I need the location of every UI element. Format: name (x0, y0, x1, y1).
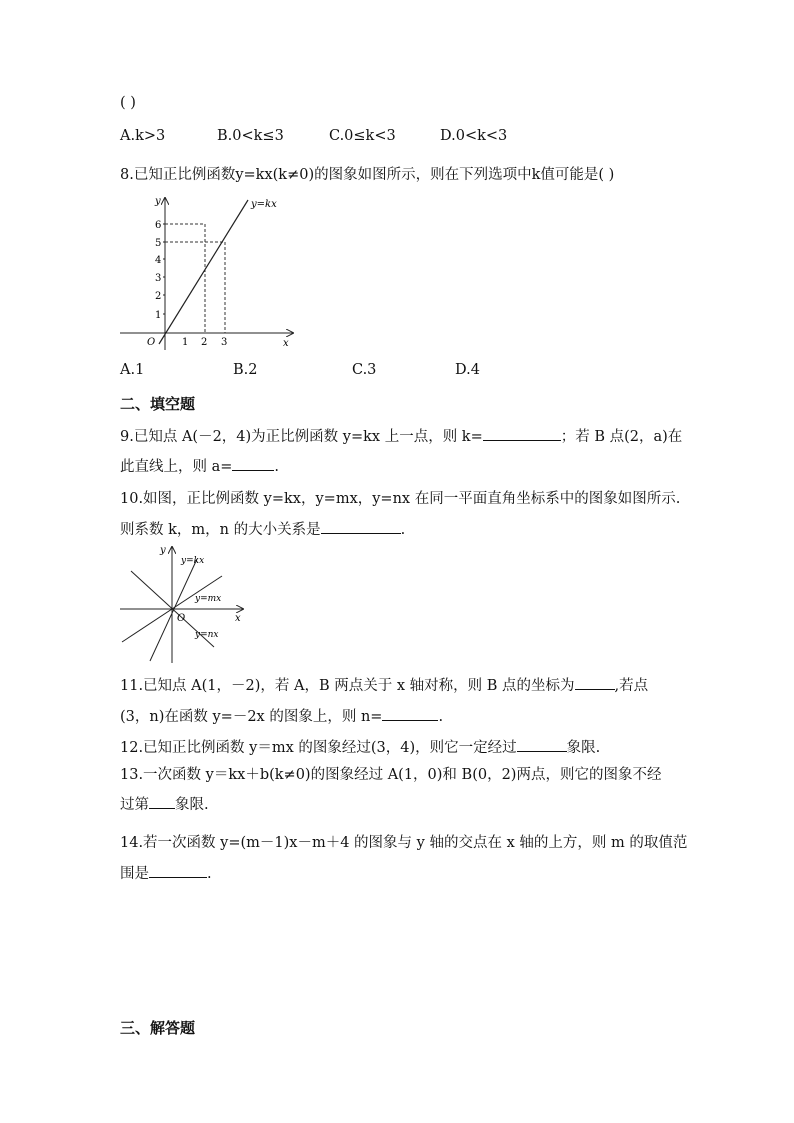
q11-text-1b: ,若点 (614, 678, 649, 694)
q9-line-1 (120, 425, 682, 446)
q9-text-2b: . (274, 459, 280, 475)
q11-answer-blank-b[interactable] (575, 675, 615, 690)
q9-line-2 (120, 455, 279, 476)
q7-option-c: C.0≤k<3 (329, 128, 396, 144)
q7-option-d: D.0<k<3 (440, 128, 508, 144)
q12-text-b: 象限. (566, 740, 601, 756)
q8-option-d: D.4 (455, 362, 480, 378)
q13-text-2b: 象限. (175, 797, 209, 813)
q9-text-1a: 9.已知点 A(－2，4)为正比例函数 y=kx 上一点，则 k= (120, 429, 483, 445)
q8-graph-figure (115, 190, 305, 355)
q8-y-tick: 5 (155, 238, 162, 249)
q11-line-1 (120, 674, 648, 695)
q14-text-2a: 围是 (120, 866, 149, 882)
q8-y-tick: 6 (155, 220, 162, 231)
q8-x-label: x (283, 338, 289, 349)
q8-y-tick: 3 (155, 273, 162, 284)
q13-answer-blank[interactable] (149, 794, 175, 809)
q14-line-2 (120, 862, 212, 883)
q7-option-b: B.0<k≤3 (217, 128, 284, 144)
q8-x-tick: 2 (201, 337, 208, 348)
q13-line-1: 13.一次函数 y＝kx＋b(k≠0)的图象经过 A(1，0)和 B(0，2)两点，则它的图象不经 (120, 767, 662, 783)
q8-y-tick: 1 (155, 310, 162, 321)
q10-graph-figure (115, 541, 250, 666)
q10-label-n: y=nx (195, 630, 219, 640)
q13-line-2 (120, 793, 209, 814)
q8-option-a: A.1 (120, 362, 145, 378)
q11-text-1a: 11.已知点 A(1，－2)，若 A，B 两点关于 x 轴对称，则 B 点的坐标为 (120, 678, 575, 694)
q8-question-text: 8.已知正比例函数y=kx(k≠0)的图象如图所示，则在下列选项中k值可能是( ) (120, 167, 615, 183)
q12-text-a: 12.已知正比例函数 y＝mx 的图象经过(3，4)，则它一定经过 (120, 740, 517, 756)
q8-origin-label: O (147, 337, 156, 348)
q10-text-2b: . (400, 522, 406, 538)
q14-answer-blank[interactable] (149, 863, 207, 878)
q8-y-tick: 2 (155, 291, 162, 302)
q8-x-tick: 3 (221, 337, 228, 348)
q8-option-b: B.2 (233, 362, 258, 378)
q11-text-2b: . (438, 709, 444, 725)
section-2-title: 二、填空题 (120, 395, 196, 413)
q14-line-1: 14.若一次函数 y=(m－1)x－m＋4 的图象与 y 轴的交点在 x 轴的上方，则 m 的取值范 (120, 835, 688, 851)
section-3-title: 三、解答题 (120, 1019, 196, 1037)
q12-line (120, 736, 600, 757)
q12-answer-blank[interactable] (517, 737, 567, 752)
q10-label-m: y=mx (195, 594, 222, 604)
q14-text-2b: . (207, 866, 212, 882)
q8-option-c: C.3 (352, 362, 377, 378)
q10-line-2 (120, 518, 405, 539)
q10-x-label: x (235, 613, 241, 624)
q8-y-tick: 4 (155, 255, 162, 266)
q11-text-2a: (3，n)在函数 y=－2x 的图象上，则 n= (120, 709, 383, 725)
q9-text-2a: 此直线上，则 a= (120, 459, 233, 475)
q8-line-label: y=kx (251, 199, 277, 210)
q8-line-y-kx (159, 200, 248, 344)
q13-text-2a: 过第 (120, 797, 149, 813)
q10-label-k: y=kx (181, 556, 205, 566)
q9-answer-blank-a[interactable] (232, 456, 274, 471)
q10-line-1: 10.如图，正比例函数 y=kx，y=mx，y=nx 在同一平面直角坐标系中的图象如图所示. (120, 491, 681, 507)
q11-line-2 (120, 705, 443, 726)
q9-answer-blank-k[interactable] (483, 426, 561, 441)
q10-origin-label: O (177, 613, 186, 624)
q10-text-2a: 则系数 k，m，n 的大小关系是 (120, 522, 321, 538)
q8-x-tick: 1 (182, 337, 189, 348)
q11-answer-blank-n[interactable] (382, 706, 438, 721)
q8-y-label: y (155, 196, 161, 207)
q10-y-label: y (160, 545, 166, 556)
q10-answer-blank[interactable] (321, 519, 401, 534)
q7-answer-paren: ( ) (120, 95, 136, 111)
q9-text-1b: ；若 B 点(2，a)在 (560, 429, 683, 445)
q7-option-a: A.k>3 (120, 128, 166, 144)
